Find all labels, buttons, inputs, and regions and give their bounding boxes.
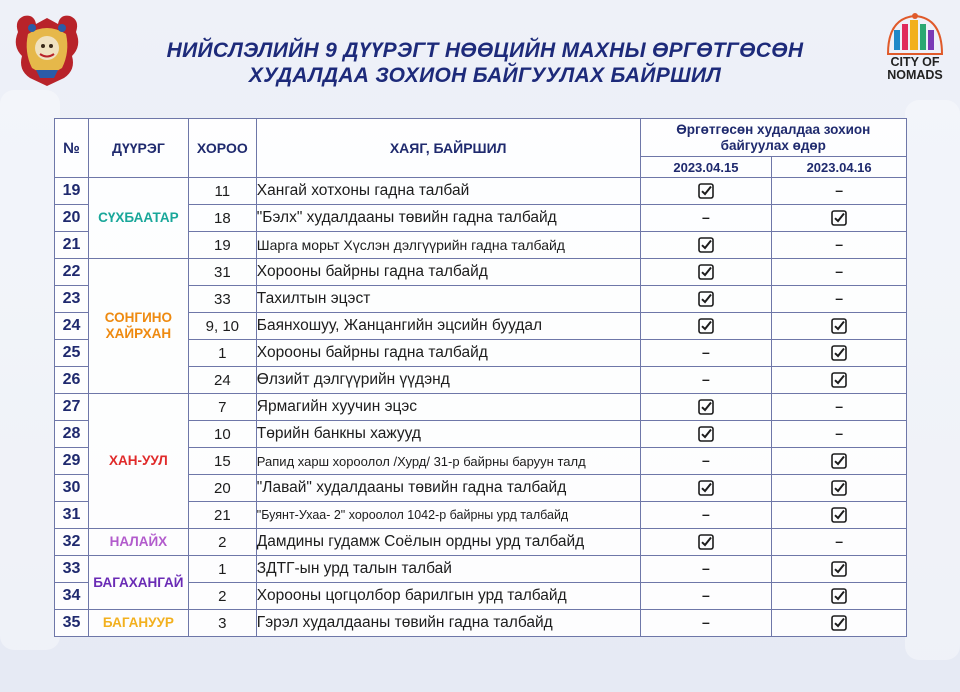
khoroo-cell: 2 bbox=[188, 583, 256, 610]
khoroo-cell: 3 bbox=[188, 610, 256, 637]
title-line2: ХУДАЛДАА ЗОХИОН БАЙГУУЛАХ БАЙРШИЛ bbox=[248, 64, 722, 87]
checkbox-checked-icon bbox=[698, 425, 714, 442]
address-cell: Шарга морьт Хүслэн дэлгүүрийн гадна талбайд bbox=[256, 232, 640, 259]
date1-cell bbox=[640, 178, 772, 205]
date2-cell bbox=[772, 205, 907, 232]
khoroo-cell: 9, 10 bbox=[188, 313, 256, 340]
table-body bbox=[55, 178, 907, 637]
checkbox-checked-icon bbox=[831, 560, 847, 577]
address-cell: Баянхошуу, Жанцангийн эцсийн буудал bbox=[256, 313, 640, 340]
background-decoration bbox=[0, 90, 60, 650]
address-cell: Ярмагийн хуучин эцэс bbox=[256, 394, 640, 421]
checkbox-checked-icon bbox=[698, 533, 714, 550]
table-row bbox=[55, 259, 907, 286]
checkbox-checked-icon bbox=[698, 398, 714, 415]
dash-icon: – bbox=[702, 371, 710, 387]
khoroo-cell: 31 bbox=[188, 259, 256, 286]
date1-cell bbox=[640, 502, 772, 529]
date2-cell bbox=[772, 232, 907, 259]
checkbox-checked-icon bbox=[698, 479, 714, 496]
dash-icon: – bbox=[835, 236, 844, 252]
date2-cell bbox=[772, 475, 907, 502]
checkbox-checked-icon bbox=[698, 263, 714, 280]
address-cell: Хангай хотхоны гадна талбай bbox=[256, 178, 640, 205]
row-number: 30 bbox=[55, 475, 89, 502]
dash-icon: – bbox=[835, 425, 844, 441]
header-district: ДҮҮРЭГ bbox=[88, 119, 188, 178]
dash-icon: – bbox=[702, 506, 710, 522]
address-cell: Хорооны цогцолбор барилгын урд талбайд bbox=[256, 583, 640, 610]
district-name-line1: СОНГИНО bbox=[104, 310, 173, 325]
dash-icon: – bbox=[835, 182, 844, 198]
logo-text-line2: NOMADS bbox=[887, 68, 943, 82]
khoroo-cell: 33 bbox=[188, 286, 256, 313]
khoroo-cell: 21 bbox=[188, 502, 256, 529]
khoroo-cell: 15 bbox=[188, 448, 256, 475]
district-cell bbox=[88, 394, 188, 529]
date2-cell bbox=[772, 259, 907, 286]
row-number: 31 bbox=[55, 502, 89, 529]
district-cell bbox=[88, 178, 188, 259]
date2-cell bbox=[772, 502, 907, 529]
date2-cell bbox=[772, 394, 907, 421]
date2-cell bbox=[772, 178, 907, 205]
address-cell: Төрийн банкны хажууд bbox=[256, 421, 640, 448]
khoroo-cell: 7 bbox=[188, 394, 256, 421]
date2-cell bbox=[772, 610, 907, 637]
row-number: 32 bbox=[55, 529, 89, 556]
background-decoration bbox=[905, 100, 960, 660]
district-name-line1: БАГАНУУР bbox=[102, 615, 174, 630]
checkbox-checked-icon bbox=[831, 317, 847, 334]
date1-cell bbox=[640, 610, 772, 637]
header-address: ХАЯГ, БАЙРШИЛ bbox=[256, 119, 640, 178]
dash-icon: – bbox=[835, 398, 844, 414]
date2-cell bbox=[772, 313, 907, 340]
address-cell: Рапид харш хороолол /Хурд/ 31-р байрны баруун талд bbox=[256, 448, 640, 475]
district-name-line1: СҮХБААТАР bbox=[98, 210, 179, 225]
dash-icon: – bbox=[835, 263, 844, 279]
date1-cell bbox=[640, 340, 772, 367]
dash-icon: – bbox=[835, 290, 844, 306]
row-number: 25 bbox=[55, 340, 89, 367]
row-number: 26 bbox=[55, 367, 89, 394]
date1-cell bbox=[640, 421, 772, 448]
checkbox-checked-icon bbox=[831, 452, 847, 469]
address-cell: ЗДТГ-ын урд талын талбай bbox=[256, 556, 640, 583]
checkbox-checked-icon bbox=[831, 479, 847, 496]
row-number: 22 bbox=[55, 259, 89, 286]
khoroo-cell: 20 bbox=[188, 475, 256, 502]
checkbox-checked-icon bbox=[831, 506, 847, 523]
header-num: № bbox=[55, 119, 89, 178]
khoroo-cell: 10 bbox=[188, 421, 256, 448]
checkbox-checked-icon bbox=[831, 209, 847, 226]
table-row bbox=[55, 394, 907, 421]
city-of-nomads-logo bbox=[880, 10, 950, 88]
address-cell: "Лавай" худалдааны төвийн гадна талбайд bbox=[256, 475, 640, 502]
row-number: 23 bbox=[55, 286, 89, 313]
dash-icon: – bbox=[702, 344, 710, 360]
locations-table bbox=[54, 118, 907, 637]
date2-cell bbox=[772, 448, 907, 475]
row-number: 35 bbox=[55, 610, 89, 637]
table-row bbox=[55, 610, 907, 637]
header-extended-line2: байгуулах өдөр bbox=[720, 137, 826, 153]
district-name-line1: ХАН-УУЛ bbox=[109, 453, 168, 468]
khoroo-cell: 1 bbox=[188, 340, 256, 367]
checkbox-checked-icon bbox=[831, 587, 847, 604]
address-cell: "Буянт-Ухаа- 2" хороолол 1042-р байрны урд талбайд bbox=[256, 502, 640, 529]
checkbox-checked-icon bbox=[698, 182, 714, 199]
date1-cell bbox=[640, 286, 772, 313]
date1-cell bbox=[640, 475, 772, 502]
dash-icon: – bbox=[702, 452, 710, 468]
address-cell: Өлзийт дэлгүүрийн үүдэнд bbox=[256, 367, 640, 394]
table-row bbox=[55, 178, 907, 205]
khoroo-cell: 1 bbox=[188, 556, 256, 583]
checkbox-checked-icon bbox=[831, 614, 847, 631]
date1-cell bbox=[640, 205, 772, 232]
page-title bbox=[150, 38, 820, 88]
district-cell bbox=[88, 610, 188, 637]
checkbox-checked-icon bbox=[698, 236, 714, 253]
date2-cell bbox=[772, 556, 907, 583]
row-number: 27 bbox=[55, 394, 89, 421]
date1-cell bbox=[640, 313, 772, 340]
row-number: 34 bbox=[55, 583, 89, 610]
address-cell: "Бэлх" худалдааны төвийн гадна талбайд bbox=[256, 205, 640, 232]
dash-icon: – bbox=[702, 560, 710, 576]
district-name-line1: НАЛАЙХ bbox=[109, 534, 168, 549]
row-number: 21 bbox=[55, 232, 89, 259]
table-row bbox=[55, 529, 907, 556]
district-cell bbox=[88, 556, 188, 610]
city-emblem-logo bbox=[10, 12, 84, 90]
date1-cell bbox=[640, 583, 772, 610]
header-date2: 2023.04.16 bbox=[772, 157, 907, 178]
header-extended-days bbox=[640, 119, 906, 157]
dash-icon: – bbox=[835, 533, 844, 549]
khoroo-cell: 24 bbox=[188, 367, 256, 394]
checkbox-checked-icon bbox=[698, 290, 714, 307]
khoroo-cell: 18 bbox=[188, 205, 256, 232]
row-number: 20 bbox=[55, 205, 89, 232]
district-cell bbox=[88, 529, 188, 556]
address-cell: Гэрэл худалдааны төвийн гадна талбайд bbox=[256, 610, 640, 637]
khoroo-cell: 11 bbox=[188, 178, 256, 205]
date1-cell bbox=[640, 367, 772, 394]
checkbox-checked-icon bbox=[831, 371, 847, 388]
date1-cell bbox=[640, 259, 772, 286]
date1-cell bbox=[640, 448, 772, 475]
date2-cell bbox=[772, 529, 907, 556]
header-extended-line1: Өргөтгөсөн худалдаа зохион bbox=[676, 121, 871, 137]
date2-cell bbox=[772, 340, 907, 367]
logo-text-line1: CITY OF bbox=[890, 55, 940, 69]
date2-cell bbox=[772, 583, 907, 610]
date1-cell bbox=[640, 529, 772, 556]
dash-icon: – bbox=[702, 614, 710, 630]
title-line1: НИЙСЛЭЛИЙН 9 ДҮҮРЭГТ НӨӨЦИЙН МАХНЫ ӨРГӨТГӨСӨН bbox=[166, 39, 804, 62]
date2-cell bbox=[772, 286, 907, 313]
date1-cell bbox=[640, 556, 772, 583]
district-name-line2: ХАЙРХАН bbox=[105, 326, 172, 341]
date1-cell bbox=[640, 232, 772, 259]
address-cell: Тахилтын эцэст bbox=[256, 286, 640, 313]
district-cell bbox=[88, 259, 188, 394]
header-khoroo: ХОРОО bbox=[188, 119, 256, 178]
dash-icon: – bbox=[702, 209, 710, 225]
khoroo-cell: 2 bbox=[188, 529, 256, 556]
checkbox-checked-icon bbox=[698, 317, 714, 334]
address-cell: Хорооны байрны гадна талбайд bbox=[256, 340, 640, 367]
row-number: 33 bbox=[55, 556, 89, 583]
row-number: 29 bbox=[55, 448, 89, 475]
district-name-line1: БАГАХАНГАЙ bbox=[93, 574, 184, 590]
date1-cell bbox=[640, 394, 772, 421]
date2-cell bbox=[772, 367, 907, 394]
address-cell: Хорооны байрны гадна талбайд bbox=[256, 259, 640, 286]
row-number: 24 bbox=[55, 313, 89, 340]
row-number: 28 bbox=[55, 421, 89, 448]
khoroo-cell: 19 bbox=[188, 232, 256, 259]
dash-icon: – bbox=[702, 587, 710, 603]
checkbox-checked-icon bbox=[831, 344, 847, 361]
row-number: 19 bbox=[55, 178, 89, 205]
address-cell: Дамдины гудамж Соёлын ордны урд талбайд bbox=[256, 529, 640, 556]
header-date1: 2023.04.15 bbox=[640, 157, 772, 178]
table-row bbox=[55, 556, 907, 583]
date2-cell bbox=[772, 421, 907, 448]
